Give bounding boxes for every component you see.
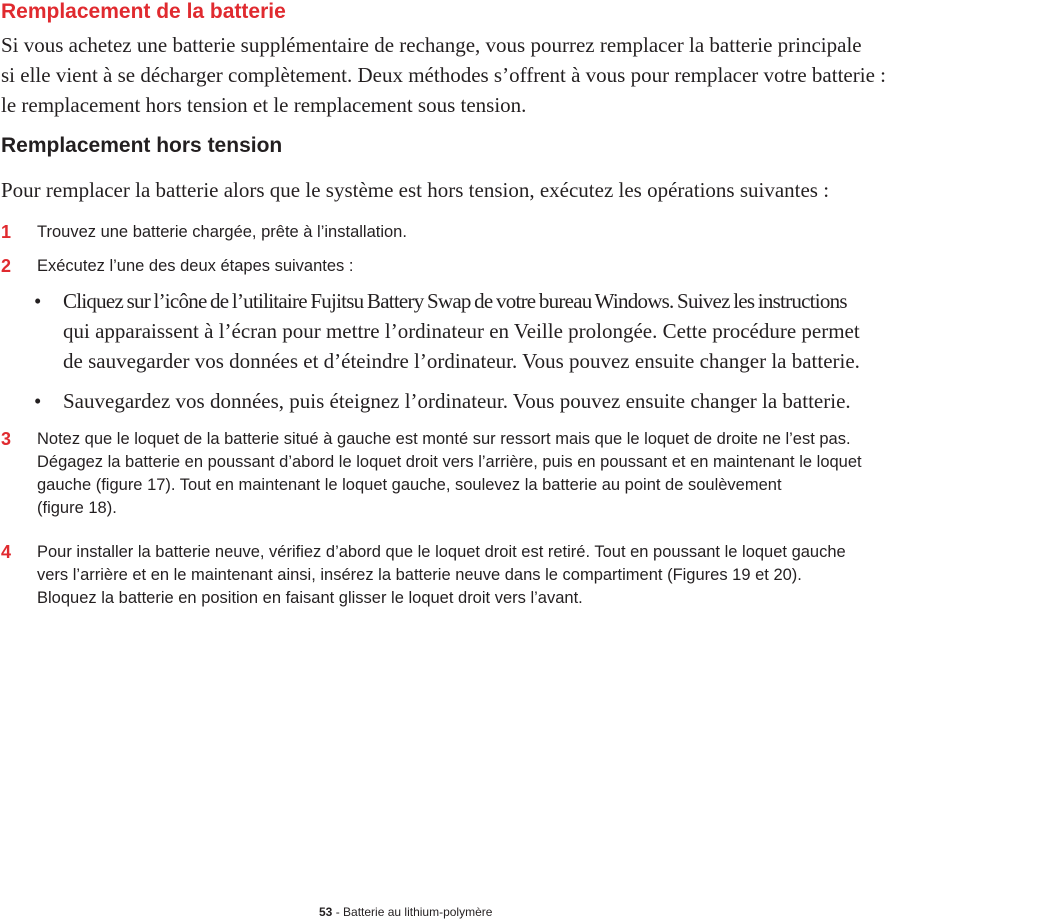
footer-separator: - [332,905,344,919]
intro-line: le remplacement hors tension et le remplacement sous tension. [1,93,527,117]
subsection-title: Remplacement hors tension [1,134,283,157]
step-number: 4 [1,542,12,562]
step-line: Dégagez la batterie en poussant d’abord le loquet droit vers l’arrière, puis en poussant et en maintenant le loquet [37,453,862,471]
step-text [37,428,1041,520]
page-number: 53 [319,905,333,919]
bullet-line: qui apparaissent à l’écran pour mettre l’ordinateur en Veille prolongée. Cette procédure permet [63,319,860,343]
step-line: gauche (figure 17). Tout en maintenant le loquet gauche, soulevez la batterie au point de soulèvement [37,476,782,494]
step-line: vers l’arrière et en le maintenant ainsi, insérez la batterie neuve dans le compartiment (Figures 19 et 20). [37,566,802,584]
step-line: Notez que le loquet de la batterie situé à gauche est monté sur ressort mais que le loquet de droite ne l’est pas. [37,430,851,448]
section-title: Remplacement de la batterie [1,0,286,23]
step-text [37,221,1041,244]
page-footer [319,905,492,919]
step-number: 3 [1,429,12,449]
step-line: (figure 18). [37,499,117,517]
bullet-text [63,286,1041,376]
bullet-icon: • [34,289,42,313]
step-text [37,541,1041,610]
lead-paragraph: Pour remplacer la batterie alors que le système est hors tension, exécutez les opérations suivantes : [1,178,830,202]
step-number: 1 [1,222,12,242]
step-line: Bloquez la batterie en position en faisant glisser le loquet droit vers l’avant. [37,589,583,607]
footer-chapter: Batterie au lithium-polymère [343,905,493,919]
step-number: 2 [1,256,12,276]
bullet-text [63,386,1041,416]
step-line: Exécutez l’une des deux étapes suivantes : [37,257,354,275]
bullet-line: Cliquez sur l’icône de l’utilitaire Fujitsu Battery Swap de votre bureau Windows. Suivez les instructions [63,289,847,313]
bullet-line: de sauvegarder vos données et d’éteindre l’ordinateur. Vous pouvez ensuite changer la batterie. [63,349,860,373]
step-line: Trouvez une batterie chargée, prête à l’installation. [37,223,407,241]
intro-line: si elle vient à se décharger complètement. Deux méthodes s’offrent à vous pour remplacer votre batterie : [1,63,886,87]
step-line: Pour installer la batterie neuve, vérifiez d’abord que le loquet droit est retiré. Tout en poussant le loquet gauche [37,543,846,561]
intro-line: Si vous achetez une batterie supplémentaire de rechange, vous pourrez remplacer la batterie principale [1,33,862,57]
intro-paragraph [1,30,1041,120]
step-text [37,255,1041,278]
bullet-line: Sauvegardez vos données, puis éteignez l’ordinateur. Vous pouvez ensuite changer la batterie. [63,389,851,413]
bullet-icon: • [34,389,42,413]
